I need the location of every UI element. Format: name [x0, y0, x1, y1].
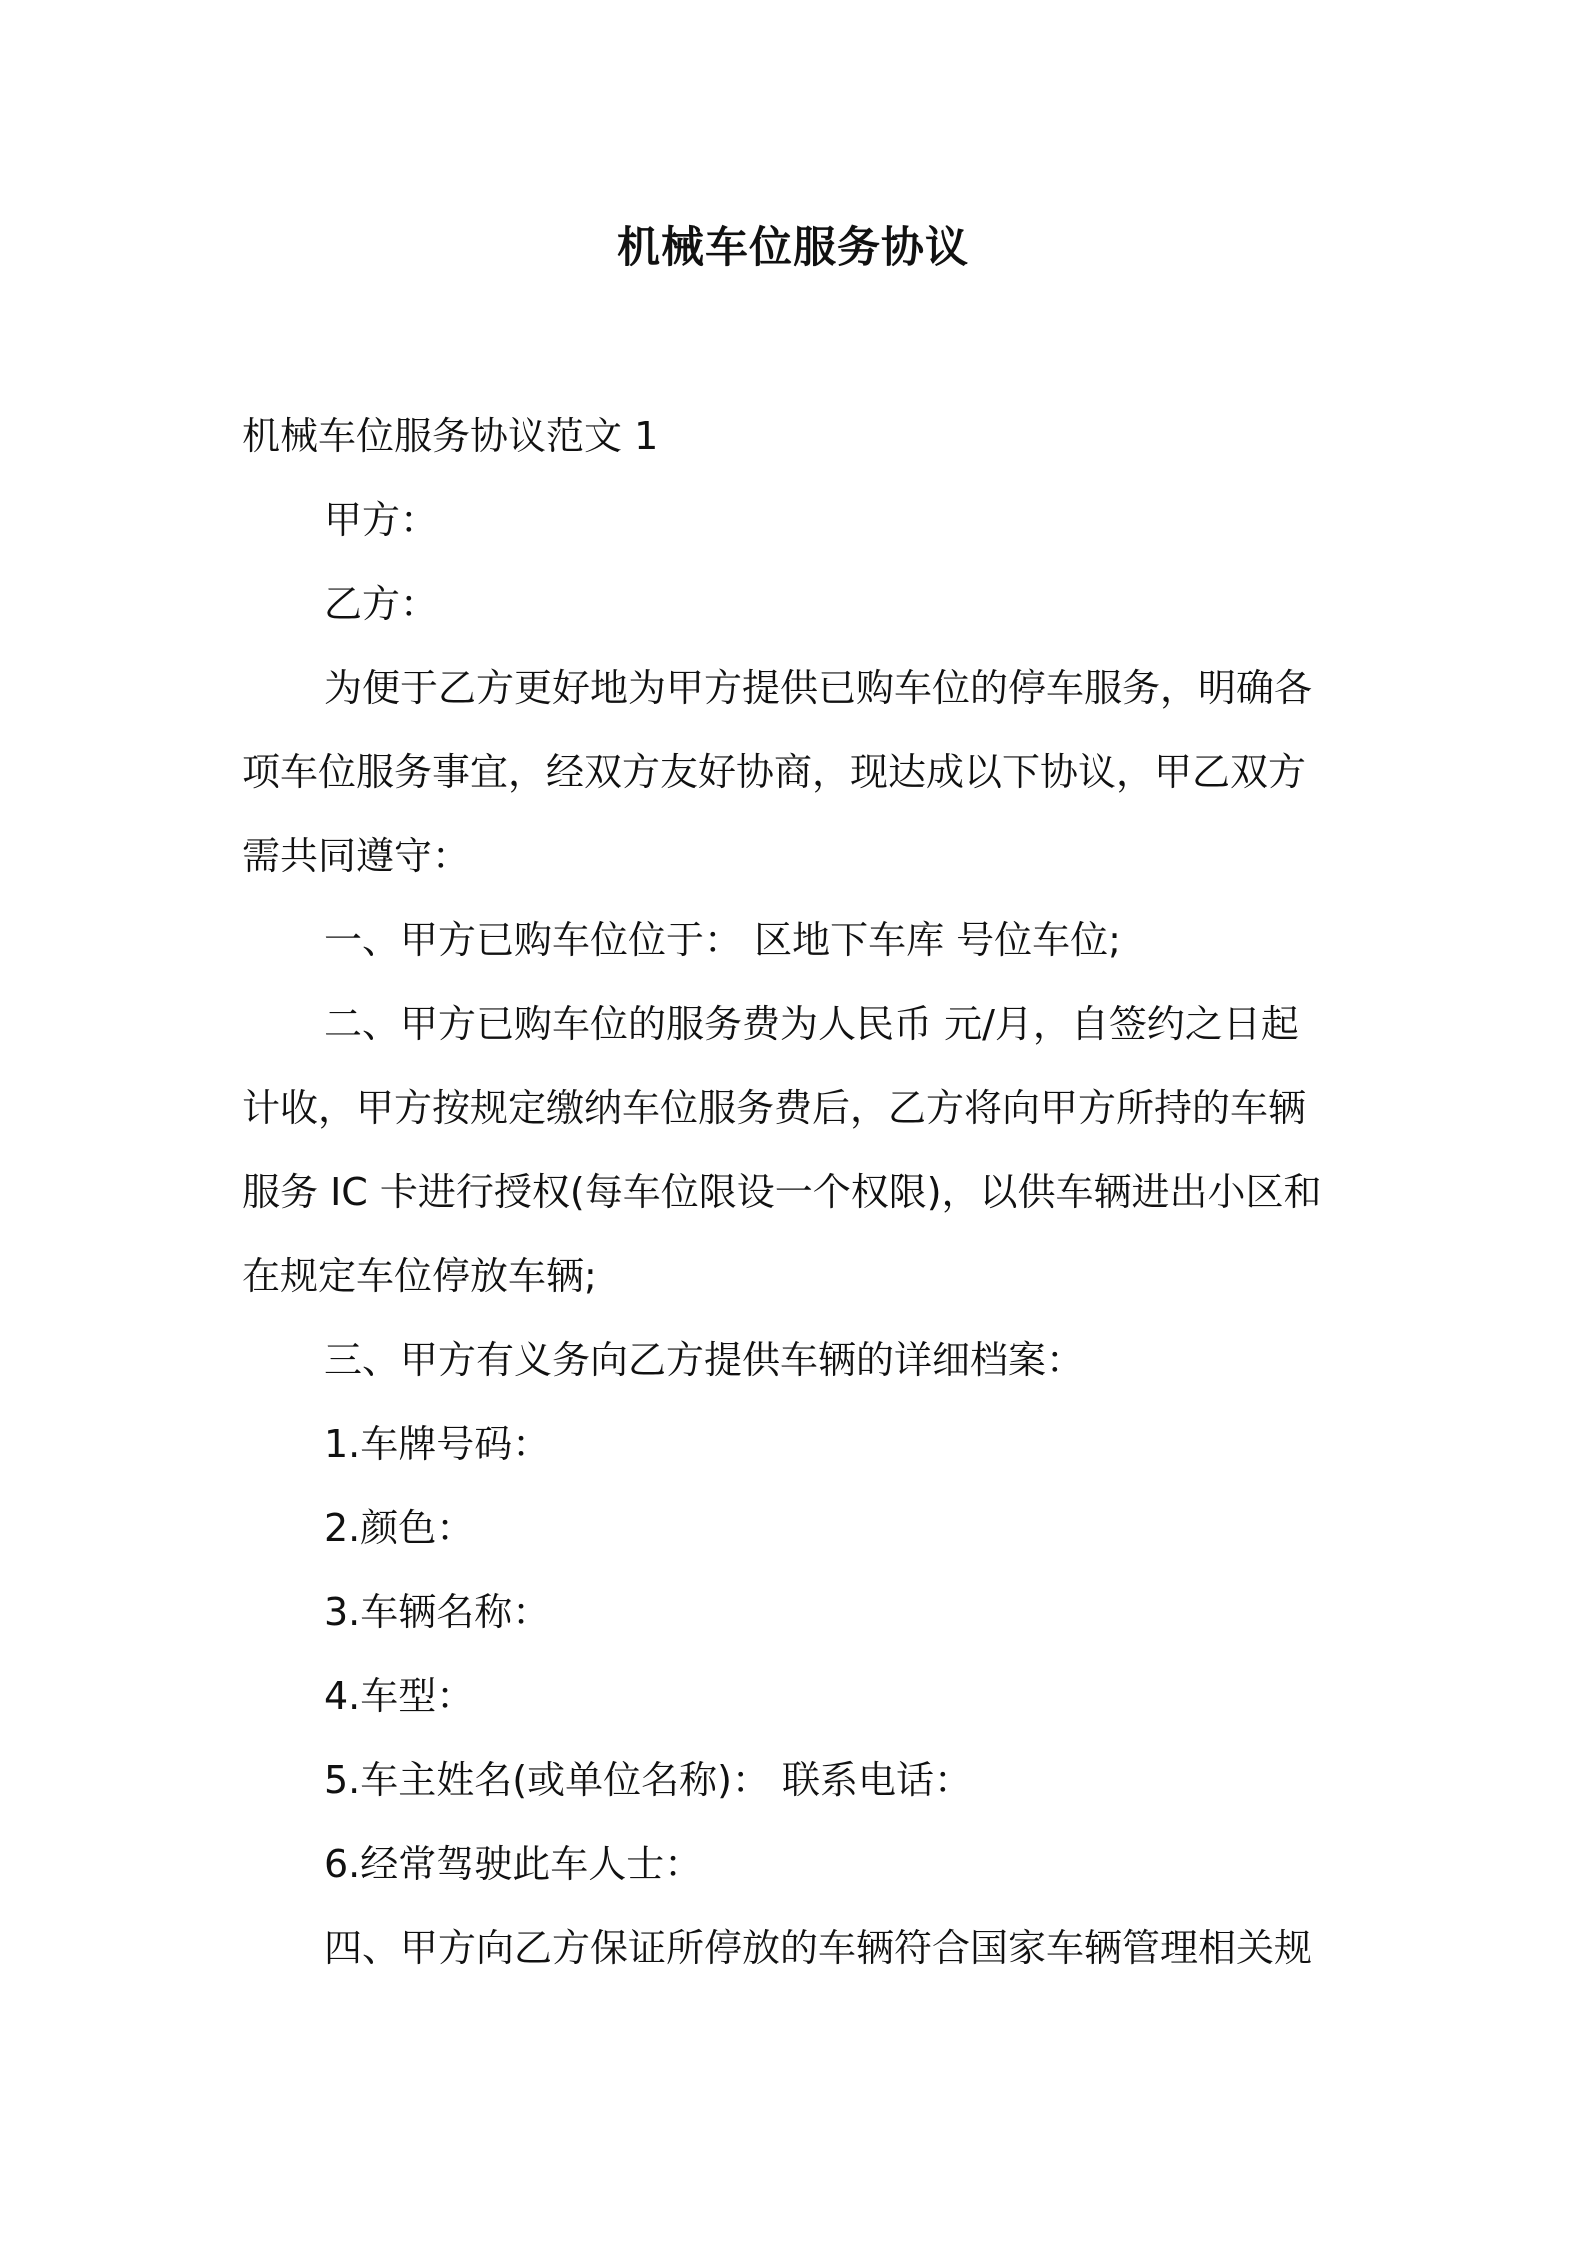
paragraph-line: 项车位服务事宜，经双方友好协商，现达成以下协议，甲乙双方 [242, 750, 1307, 794]
vehicle-info-item: 4.车型： [324, 1674, 475, 1718]
clause-2-line: 在规定车位停放车辆; [242, 1254, 597, 1298]
vehicle-info-item: 5.车主姓名(或单位名称)： 联系电话： [324, 1758, 972, 1802]
clause-1-line: 一、甲方已购车位位于： 区地下车库 号位车位; [324, 918, 1121, 962]
clause-4-line: 四、甲方向乙方保证所停放的车辆符合国家车辆管理相关规 [324, 1926, 1313, 1970]
paragraph-line: 为便于乙方更好地为甲方提供已购车位的停车服务，明确各 [324, 666, 1313, 710]
document-subtitle: 机械车位服务协议范文 1 [242, 414, 659, 458]
party-b-line: 乙方： [324, 582, 439, 626]
vehicle-info-item: 6.经常驾驶此车人士： [324, 1842, 703, 1886]
vehicle-info-item: 3.车辆名称： [324, 1590, 551, 1634]
vehicle-info-item: 1.车牌号码： [324, 1422, 551, 1466]
vehicle-info-item: 2.颜色： [324, 1506, 475, 1550]
paragraph-line: 需共同遵守： [242, 834, 471, 878]
document-title: 机械车位服务协议 [617, 223, 969, 273]
clause-3-line: 三、甲方有义务向乙方提供车辆的详细档案： [324, 1338, 1085, 1382]
clause-2-line: 二、甲方已购车位的服务费为人民币 元/月，自签约之日起 [324, 1002, 1299, 1046]
clause-2-line: 计收，甲方按规定缴纳车位服务费后，乙方将向甲方所持的车辆 [242, 1086, 1307, 1130]
party-a-line: 甲方： [324, 498, 439, 542]
clause-2-line: 服务 IC 卡进行授权(每车位限设一个权限)，以供车辆进出小区和 [242, 1170, 1322, 1214]
